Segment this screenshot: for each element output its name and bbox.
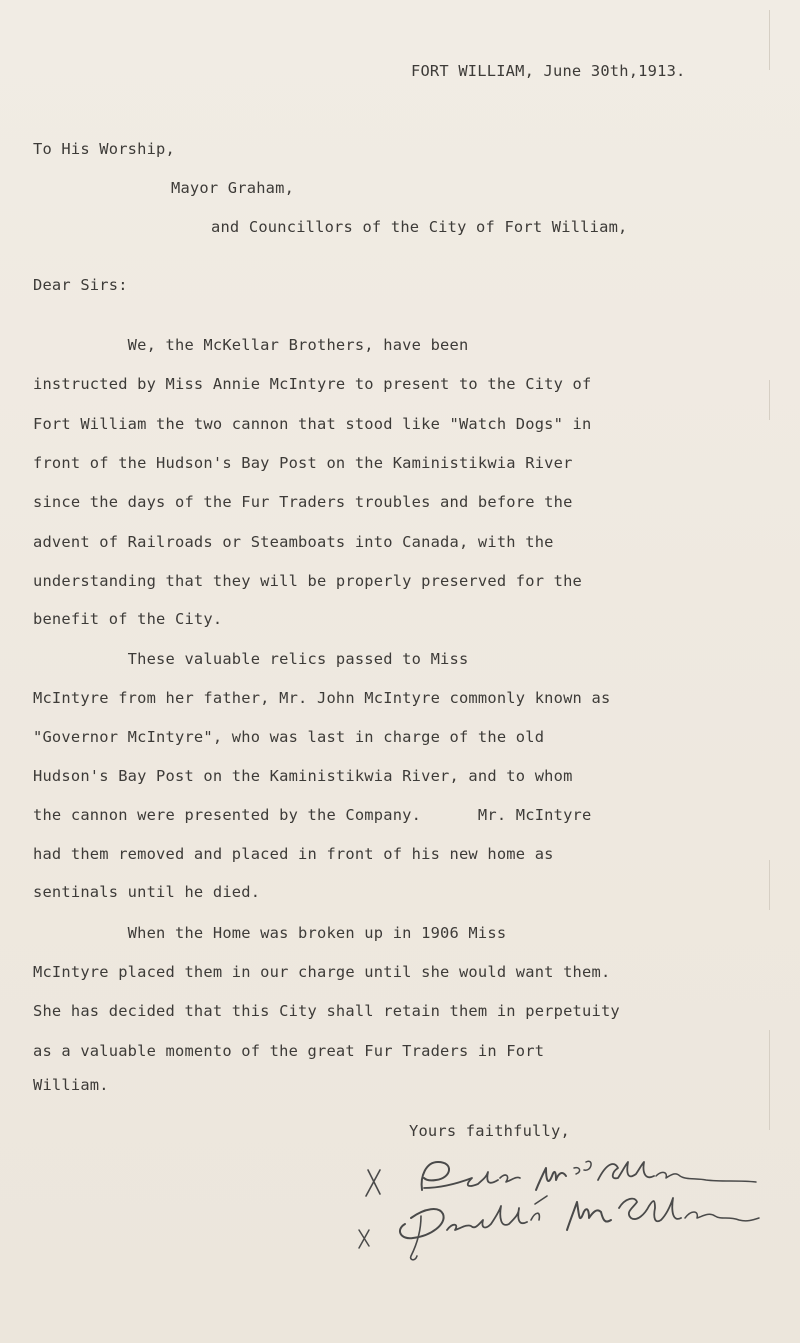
address-line-councillors: and Councillors of the City of Fort William, [211,218,628,236]
salutation: Dear Sirs: [33,276,128,294]
body-line: had them removed and placed in front of his new home as [33,845,554,863]
paper-edge-mark [769,380,770,420]
paper-edge-mark [769,1030,770,1130]
body-line: benefit of the City. [33,610,223,628]
body-line: instructed by Miss Annie McIntyre to present to the City of [33,375,592,393]
closing: Yours faithfully, [409,1122,570,1140]
paper-edge-mark [769,860,770,910]
body-line: front of the Hudson's Bay Post on the Kaministikwia River [33,454,573,472]
address-line-recipient: To His Worship, [33,140,175,158]
body-line: since the days of the Fur Traders troubles and before the [33,493,573,511]
body-line: When the Home was broken up in 1906 Miss [33,924,507,942]
paper-edge-mark [769,10,770,70]
body-line: Hudson's Bay Post on the Kaministikwia River, and to whom [33,767,573,785]
body-line: sentinals until he died. [33,883,261,901]
signature-donald-mckellar [355,1190,765,1270]
body-line: These valuable relics passed to Miss [33,650,469,668]
body-line: "Governor McIntyre", who was last in charge of the old [33,728,545,746]
body-line: the cannon were presented by the Company. Mr. McIntyre [33,806,592,824]
body-line: She has decided that this City shall retain them in perpetuity [33,1002,620,1020]
body-line: William. [33,1076,109,1094]
body-line: McIntyre from her father, Mr. John McIntyre commonly known as [33,689,611,707]
address-line-mayor: Mayor Graham, [171,179,295,197]
body-line: Fort William the two cannon that stood like "Watch Dogs" in [33,415,592,433]
body-line: understanding that they will be properly preserved for the [33,572,583,590]
body-line: as a valuable momento of the great Fur Traders in Fort [33,1042,545,1060]
body-line: We, the McKellar Brothers, have been [33,336,469,354]
dateline: FORT WILLIAM, June 30th,1913. [411,62,686,80]
body-line: advent of Railroads or Steamboats into Canada, with the [33,533,554,551]
body-line: McIntyre placed them in our charge until she would want them. [33,963,611,981]
